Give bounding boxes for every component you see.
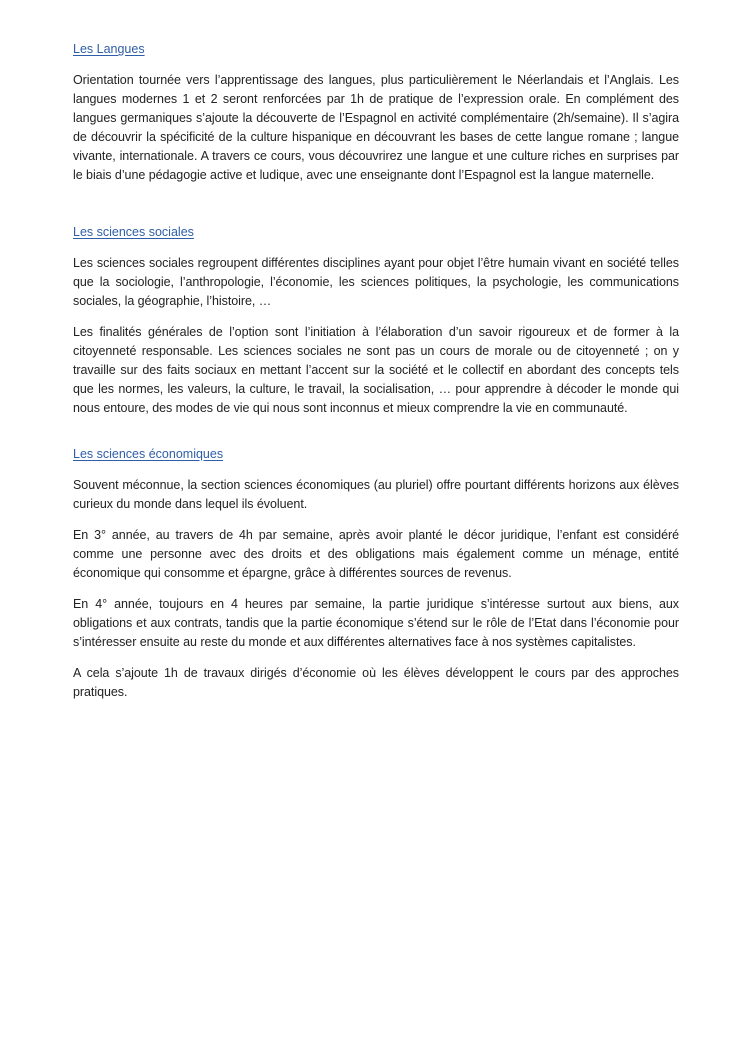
document-page (73, 40, 679, 702)
paragraph: Les sciences sociales regroupent différentes disciplines ayant pour objet l’être humain vivant en société telles que la sociologie, l’anthropologie, l’économie, les sciences politiques, la psychologie, les communications sociales, la géographie, l’histoire, … (73, 256, 679, 308)
paragraph: Les finalités générales de l’option sont l’initiation à l’élaboration d’un savoir rigoureux et de former à la citoyenneté responsable. Les sciences sociales ne sont pas un cours de morale ou de citoyenneté ; on y travaille sur des faits sociaux en mettant l’accent sur la société et le collectif en abordant des concepts tels que les normes, les valeurs, la culture, le travail, la socialisation, … pour apprendre à décoder le monde qui nous entoure, des modes de vie qui nous sont inconnus et mieux comprendre la vie en communauté. (73, 325, 679, 415)
section-title-sciences-sociales: Les sciences sociales (73, 225, 194, 239)
section-langues (73, 40, 679, 185)
section-title-sciences-economiques: Les sciences économiques (73, 447, 224, 461)
section-sciences-economiques (73, 445, 679, 702)
paragraph: Souvent méconnue, la section sciences économiques (au pluriel) offre pourtant différents horizons aux élèves curieux du monde dans lequel ils évoluent. (73, 478, 679, 511)
paragraph: Orientation tournée vers l’apprentissage des langues, plus particulièrement le Néerlandais et l’Anglais. Les langues modernes 1 et 2 seront renforcées par 1h de pratique de l’expression orale. En complément des langues germaniques s’ajoute la découverte de l’Espagnol en activité complémentaire (2h/semaine). Il s’agira de découvrir la spécificité de la culture hispanique en découvrant les bases de cette langue romane ; langue vivante, internationale. A travers ce cours, vous découvrirez une langue et une culture riches en surprises par le biais d’une pédagogie active et ludique, avec une enseignante dont l’Espagnol est la langue maternelle. (73, 73, 679, 182)
section-sciences-sociales (73, 223, 679, 418)
paragraph: A cela s’ajoute 1h de travaux dirigés d’économie où les élèves développent le cours par des approches pratiques. (73, 666, 679, 699)
section-title-langues: Les Langues (73, 42, 145, 56)
paragraph: En 4° année, toujours en 4 heures par semaine, la partie juridique s’intéresse surtout aux biens, aux obligations et aux contrats, tandis que la partie économique s’étend sur le rôle de l’Etat dans l’économie pour s’intéresser ensuite au reste du monde et aux différentes alternatives face à nos systèmes capitalistes. (73, 597, 679, 649)
paragraph: En 3° année, au travers de 4h par semaine, après avoir planté le décor juridique, l’enfant est considéré comme une personne avec des droits et des obligations mais également comme un ménage, entité économique qui consomme et épargne, grâce à différentes sources de revenus. (73, 528, 679, 580)
